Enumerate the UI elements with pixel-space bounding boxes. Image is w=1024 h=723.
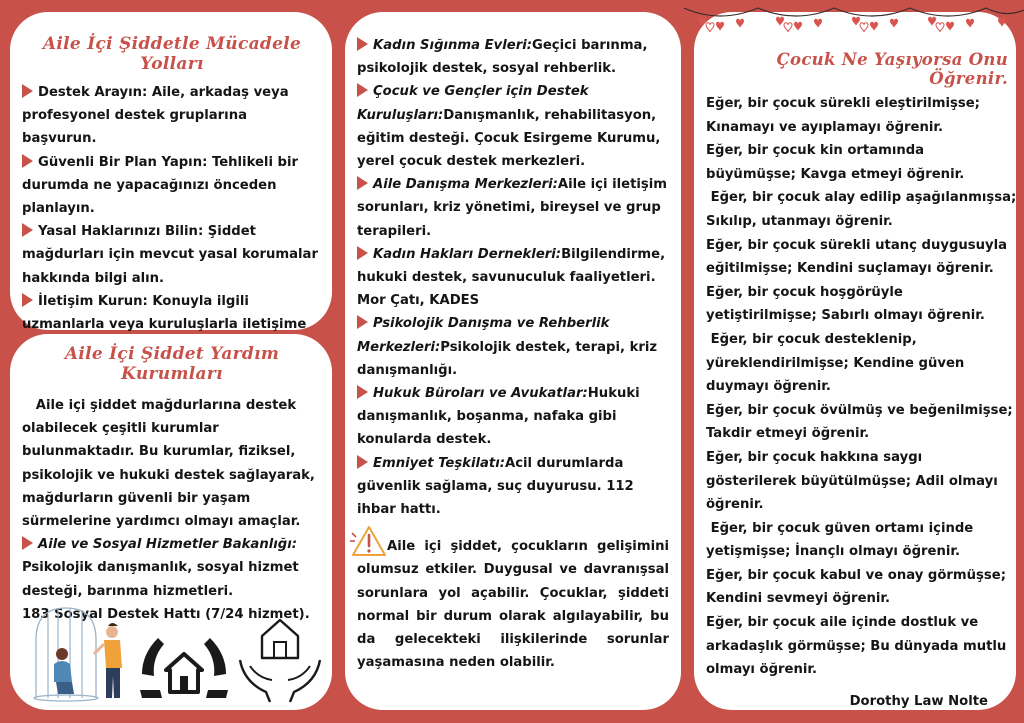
poem-line: arkadaşlık görmüşse; Bu dünyada mutlu (706, 638, 1007, 654)
panel-children-learn (694, 12, 1016, 710)
arrow-bullet-icon (22, 536, 33, 550)
institutions-intro: Aile içi şiddet mağdurlarına destek olabilecek çeşitli kurumlar bulunmaktadır. Bu kurumlar, fiziksel, psikolojik ve hukuki destek sağlayarak, mağdurların güvenli bir yaşam sürmelerine yardımcı olmayı amaçlar. (22, 398, 315, 530)
poem-line: Eğer, bir çocuk hakkına saygı (706, 449, 923, 465)
arrow-bullet-icon (357, 37, 368, 51)
poem-line: Eğer, bir çocuk övülmüş ve beğenilmişse; (706, 402, 1013, 418)
ministry-name: Aile ve Sosyal Hizmetler Bakanlığı: (38, 537, 297, 553)
arrow-bullet-icon (22, 154, 33, 168)
arrow-bullet-icon (357, 385, 368, 399)
poem-line: Kınamayı ve ayıplamayı öğrenir. (706, 119, 943, 135)
poem-line: Takdir etmeyi öğrenir. (706, 426, 870, 442)
institution-item: Aile Danışma Merkezleri:Aile içi iletişim sorunları, kriz yönetimi, bireysel ve grup terapileri. (357, 177, 668, 239)
panel-help-institutions (10, 334, 332, 710)
poem-line: Eğer, bir çocuk güven ortamı içinde (706, 520, 974, 536)
poem-line: gösterilerek büyütülmüşse; Adil olmayı (706, 473, 998, 489)
illustration-icons (28, 602, 328, 702)
institution-item: Hukuk Büroları ve Avukatlar:Hukuki danışmanlık, boşanma, nafaka gibi konularda destek. (357, 386, 640, 448)
poem-line: Eğer, bir çocuk desteklenip, (706, 331, 917, 347)
poem-line: öğrenir. (706, 497, 764, 513)
children-learn-title: Çocuk Ne Yaşıyorsa Onu Öğrenir. (776, 50, 1008, 88)
poem-line: Sıkılıp, utanmayı öğrenir. (706, 213, 893, 229)
warning-block (357, 535, 669, 674)
arrow-bullet-icon (22, 293, 33, 307)
poem-line: Eğer, bir çocuk sürekli eleştirilmişse; (706, 96, 980, 111)
poem (706, 92, 1017, 682)
warning-icon (349, 523, 389, 559)
institution-item: Kadın Sığınma Evleri:Geçici barınma, psikolojik destek, sosyal rehberlik. (357, 38, 648, 77)
coping-item: Destek Arayın: Aile, arkadaş veya profesyonel destek gruplarına başvurun. (22, 85, 289, 147)
arrow-bullet-icon (357, 83, 368, 97)
panel-institutions-list (345, 12, 681, 710)
arrow-bullet-icon (357, 315, 368, 329)
coping-item: Yasal Haklarınızı Bilin: Şiddet mağdurları için mevcut yasal korumalar hakkında bilgi alın. (22, 224, 318, 286)
coping-item: İletişim Kurun: Konuyla ilgili uzmanlarla veya kuruluşlarla iletişime (22, 293, 307, 333)
arrow-bullet-icon (22, 84, 33, 98)
arrow-bullet-icon (22, 223, 33, 237)
house-in-hands-icon (240, 620, 320, 702)
poem-line: eğitilmişse; Kendini suçlamayı öğrenir. (706, 261, 994, 277)
poem-line: duymayı öğrenir. (706, 379, 831, 395)
warning-text: Aile içi şiddet, çocukların gelişimini olumsuz etkiler. Duygusal ve davranışsal sorunlara yol açabilir. Çocuklar, şiddeti normal bir durum olarak algılayabilir, bu da gelecekteki ilişkilerinde sorunlar yaşamasına neden olabilir. (357, 539, 669, 671)
poem-line: Eğer, bir çocuk aile içinde dostluk ve (706, 615, 979, 631)
poem-line: yetiştirilmişse; Sabırlı olmayı öğrenir. (706, 308, 985, 324)
ministry-description: Psikolojik danışmanlık, sosyal hizmet desteği, barınma hizmetleri. (22, 560, 299, 599)
hotline-info: 183 Sosyal Destek Hattı (7/24 hizmet). (22, 606, 310, 622)
arrow-bullet-icon (357, 246, 368, 260)
institution-item: Emniyet Teşkilatı:Acil durumlarda güvenlik sağlama, suç duyurusu. 112 ihbar hattı. (357, 455, 634, 518)
poem-line: yüreklendirilmişse; Kendine güven (706, 355, 965, 371)
institution-item: Kadın Hakları Dernekleri:Bilgilendirme, hukuki destek, savunuculuk faaliyetleri. Mor Çatı, KADES (357, 246, 666, 309)
panel-coping-methods (10, 12, 332, 333)
poem-line: Kendini sevmeyi öğrenir. (706, 591, 891, 607)
arrow-bullet-icon (357, 176, 368, 190)
arrow-bullet-icon (357, 455, 368, 469)
ministry-item (22, 533, 322, 556)
heart-garland-icon (680, 0, 1024, 44)
poem-line: büyümüşse; Kavga etmeyi öğrenir. (706, 166, 965, 182)
coping-methods-title: Aile İçi Şiddetle Mücadele Yolları (42, 34, 302, 74)
caged-woman-icon (34, 608, 122, 701)
poem-line: Eğer, bir çocuk alay edilip aşağılanmışsa; (706, 190, 1017, 206)
institution-item: Psikolojik Danışma ve Rehberlik Merkezleri:Psikolojik destek, terapi, kriz danışmanlığı. (357, 316, 658, 378)
help-institutions-title: Aile İçi Şiddet Yardım Kurumları (64, 344, 280, 384)
protected-house-hands-icon (140, 638, 228, 698)
poem-line: Eğer, bir çocuk kabul ve onay görmüşse; (706, 567, 1006, 583)
coping-item: Güvenli Bir Plan Yapın: Tehlikeli bir durumda ne yapacağınızı önceden planlayın. (22, 154, 299, 217)
poem-line: olmayı öğrenir. (706, 662, 818, 678)
institution-item: Çocuk ve Gençler için Destek Kuruluşları:Danışmanlık, rehabilitasyon, eğitim desteği. Çocuk Esirgeme Kurumu, yerel çocuk destek merkezleri. (357, 84, 661, 170)
author-signature: Dorothy Law Nolte (849, 693, 988, 709)
poem-line: Eğer, bir çocuk hoşgörüyle (706, 284, 903, 300)
poem-line: Eğer, bir çocuk kin ortamında (706, 143, 925, 159)
poem-line: Eğer, bir çocuk sürekli utanç duygusuyla (706, 237, 1008, 253)
poem-line: yetişmişse; İnançlı olmayı öğrenir. (706, 544, 961, 560)
